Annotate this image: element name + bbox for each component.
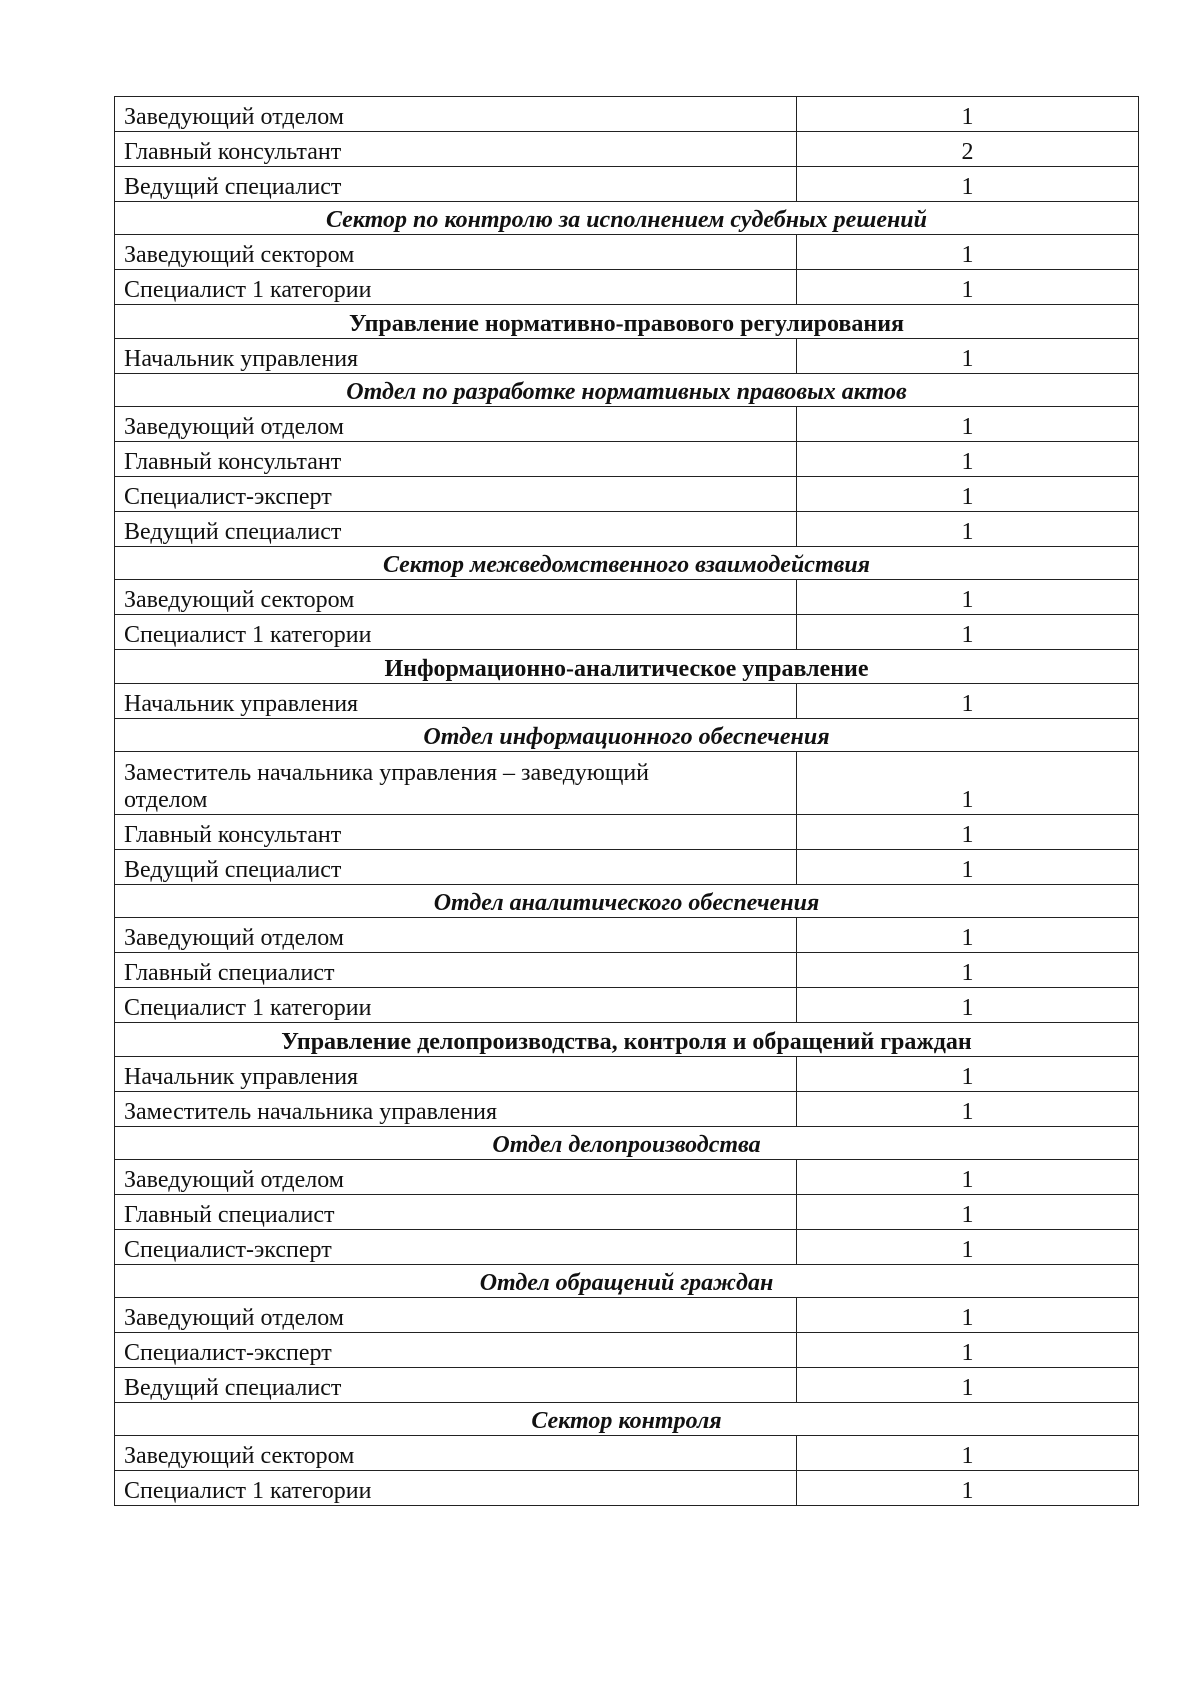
position-name: Заведующий отделом <box>115 97 797 132</box>
position-count: 1 <box>797 1436 1139 1471</box>
subdivision-title: Отдел информационного обеспечения <box>115 719 1139 752</box>
position-count: 1 <box>797 1160 1139 1195</box>
subdivision-title: Сектор контроля <box>115 1403 1139 1436</box>
position-row <box>115 1230 1139 1265</box>
position-count: 1 <box>797 684 1139 719</box>
position-count: 2 <box>797 132 1139 167</box>
position-name: Начальник управления <box>115 1057 797 1092</box>
position-row <box>115 1471 1139 1506</box>
position-name: Заведующий отделом <box>115 1298 797 1333</box>
position-row <box>115 97 1139 132</box>
position-count: 1 <box>797 1092 1139 1127</box>
position-row <box>115 442 1139 477</box>
position-row <box>115 132 1139 167</box>
position-count: 1 <box>797 1333 1139 1368</box>
department-title: Информационно-аналитическое управление <box>115 650 1139 684</box>
staffing-table <box>114 96 1139 1506</box>
position-count: 1 <box>797 407 1139 442</box>
position-count: 1 <box>797 1298 1139 1333</box>
position-row <box>115 1298 1139 1333</box>
position-count: 1 <box>797 752 1139 815</box>
position-count: 1 <box>797 442 1139 477</box>
subdivision-header-row <box>115 885 1139 918</box>
position-name: Главный специалист <box>115 1195 797 1230</box>
subdivision-title: Отдел обращений граждан <box>115 1265 1139 1298</box>
position-count: 1 <box>797 477 1139 512</box>
position-count: 1 <box>797 815 1139 850</box>
position-name: Специалист 1 категории <box>115 1471 797 1506</box>
staffing-table-body <box>115 97 1139 1506</box>
department-header-row <box>115 305 1139 339</box>
position-count: 1 <box>797 988 1139 1023</box>
position-count: 1 <box>797 580 1139 615</box>
position-name: Начальник управления <box>115 339 797 374</box>
position-count: 1 <box>797 167 1139 202</box>
position-name: Главный консультант <box>115 132 797 167</box>
position-row <box>115 1092 1139 1127</box>
position-count: 1 <box>797 270 1139 305</box>
position-row <box>115 1195 1139 1230</box>
position-row <box>115 1436 1139 1471</box>
position-count: 1 <box>797 1368 1139 1403</box>
position-count: 1 <box>797 97 1139 132</box>
position-count: 1 <box>797 339 1139 374</box>
position-row <box>115 850 1139 885</box>
department-header-row <box>115 650 1139 684</box>
subdivision-header-row <box>115 374 1139 407</box>
position-name: Специалист-эксперт <box>115 1230 797 1265</box>
subdivision-header-row <box>115 1265 1139 1298</box>
position-row <box>115 815 1139 850</box>
position-row <box>115 752 1139 815</box>
position-name: Специалист 1 категории <box>115 615 797 650</box>
subdivision-title: Отдел по разработке нормативных правовых актов <box>115 374 1139 407</box>
position-name <box>115 752 797 815</box>
position-row <box>115 684 1139 719</box>
position-count: 1 <box>797 1471 1139 1506</box>
position-name: Ведущий специалист <box>115 850 797 885</box>
position-count: 1 <box>797 1057 1139 1092</box>
position-count: 1 <box>797 918 1139 953</box>
position-row <box>115 512 1139 547</box>
department-title: Управление делопроизводства, контроля и обращений граждан <box>115 1023 1139 1057</box>
position-count: 1 <box>797 235 1139 270</box>
position-name: Заместитель начальника управления <box>115 1092 797 1127</box>
subdivision-header-row <box>115 202 1139 235</box>
position-count: 1 <box>797 953 1139 988</box>
position-count: 1 <box>797 1230 1139 1265</box>
position-name: Специалист 1 категории <box>115 988 797 1023</box>
position-row <box>115 953 1139 988</box>
department-header-row <box>115 1023 1139 1057</box>
subdivision-title: Сектор по контролю за исполнением судебных решений <box>115 202 1139 235</box>
position-name: Ведущий специалист <box>115 167 797 202</box>
position-name: Главный консультант <box>115 815 797 850</box>
position-row <box>115 270 1139 305</box>
position-name: Специалист-эксперт <box>115 477 797 512</box>
position-row <box>115 988 1139 1023</box>
subdivision-header-row <box>115 719 1139 752</box>
position-name: Заведующий отделом <box>115 918 797 953</box>
position-name: Заведующий сектором <box>115 235 797 270</box>
subdivision-title: Сектор межведомственного взаимодействия <box>115 547 1139 580</box>
position-name: Ведущий специалист <box>115 512 797 547</box>
subdivision-header-row <box>115 1127 1139 1160</box>
position-row <box>115 580 1139 615</box>
position-row <box>115 235 1139 270</box>
position-row <box>115 167 1139 202</box>
subdivision-title: Отдел аналитического обеспечения <box>115 885 1139 918</box>
position-name: Главный специалист <box>115 953 797 988</box>
position-count: 1 <box>797 512 1139 547</box>
position-row <box>115 1057 1139 1092</box>
subdivision-header-row <box>115 547 1139 580</box>
position-row <box>115 407 1139 442</box>
position-row <box>115 339 1139 374</box>
position-name: Начальник управления <box>115 684 797 719</box>
position-row <box>115 615 1139 650</box>
subdivision-title: Отдел делопроизводства <box>115 1127 1139 1160</box>
position-count: 1 <box>797 1195 1139 1230</box>
position-name: Заведующий сектором <box>115 580 797 615</box>
position-name: Специалист-эксперт <box>115 1333 797 1368</box>
position-name: Специалист 1 категории <box>115 270 797 305</box>
department-title: Управление нормативно-правового регулирования <box>115 305 1139 339</box>
position-name: Главный консультант <box>115 442 797 477</box>
position-name-line: отделом <box>124 787 208 813</box>
position-name: Заведующий сектором <box>115 1436 797 1471</box>
position-row <box>115 1368 1139 1403</box>
position-row <box>115 477 1139 512</box>
position-name-line: Заместитель начальника управления – заведующий <box>124 760 650 786</box>
position-name: Заведующий отделом <box>115 1160 797 1195</box>
position-count: 1 <box>797 615 1139 650</box>
position-row <box>115 1333 1139 1368</box>
subdivision-header-row <box>115 1403 1139 1436</box>
position-count: 1 <box>797 850 1139 885</box>
position-row <box>115 1160 1139 1195</box>
position-name: Заведующий отделом <box>115 407 797 442</box>
position-row <box>115 918 1139 953</box>
position-name: Ведущий специалист <box>115 1368 797 1403</box>
